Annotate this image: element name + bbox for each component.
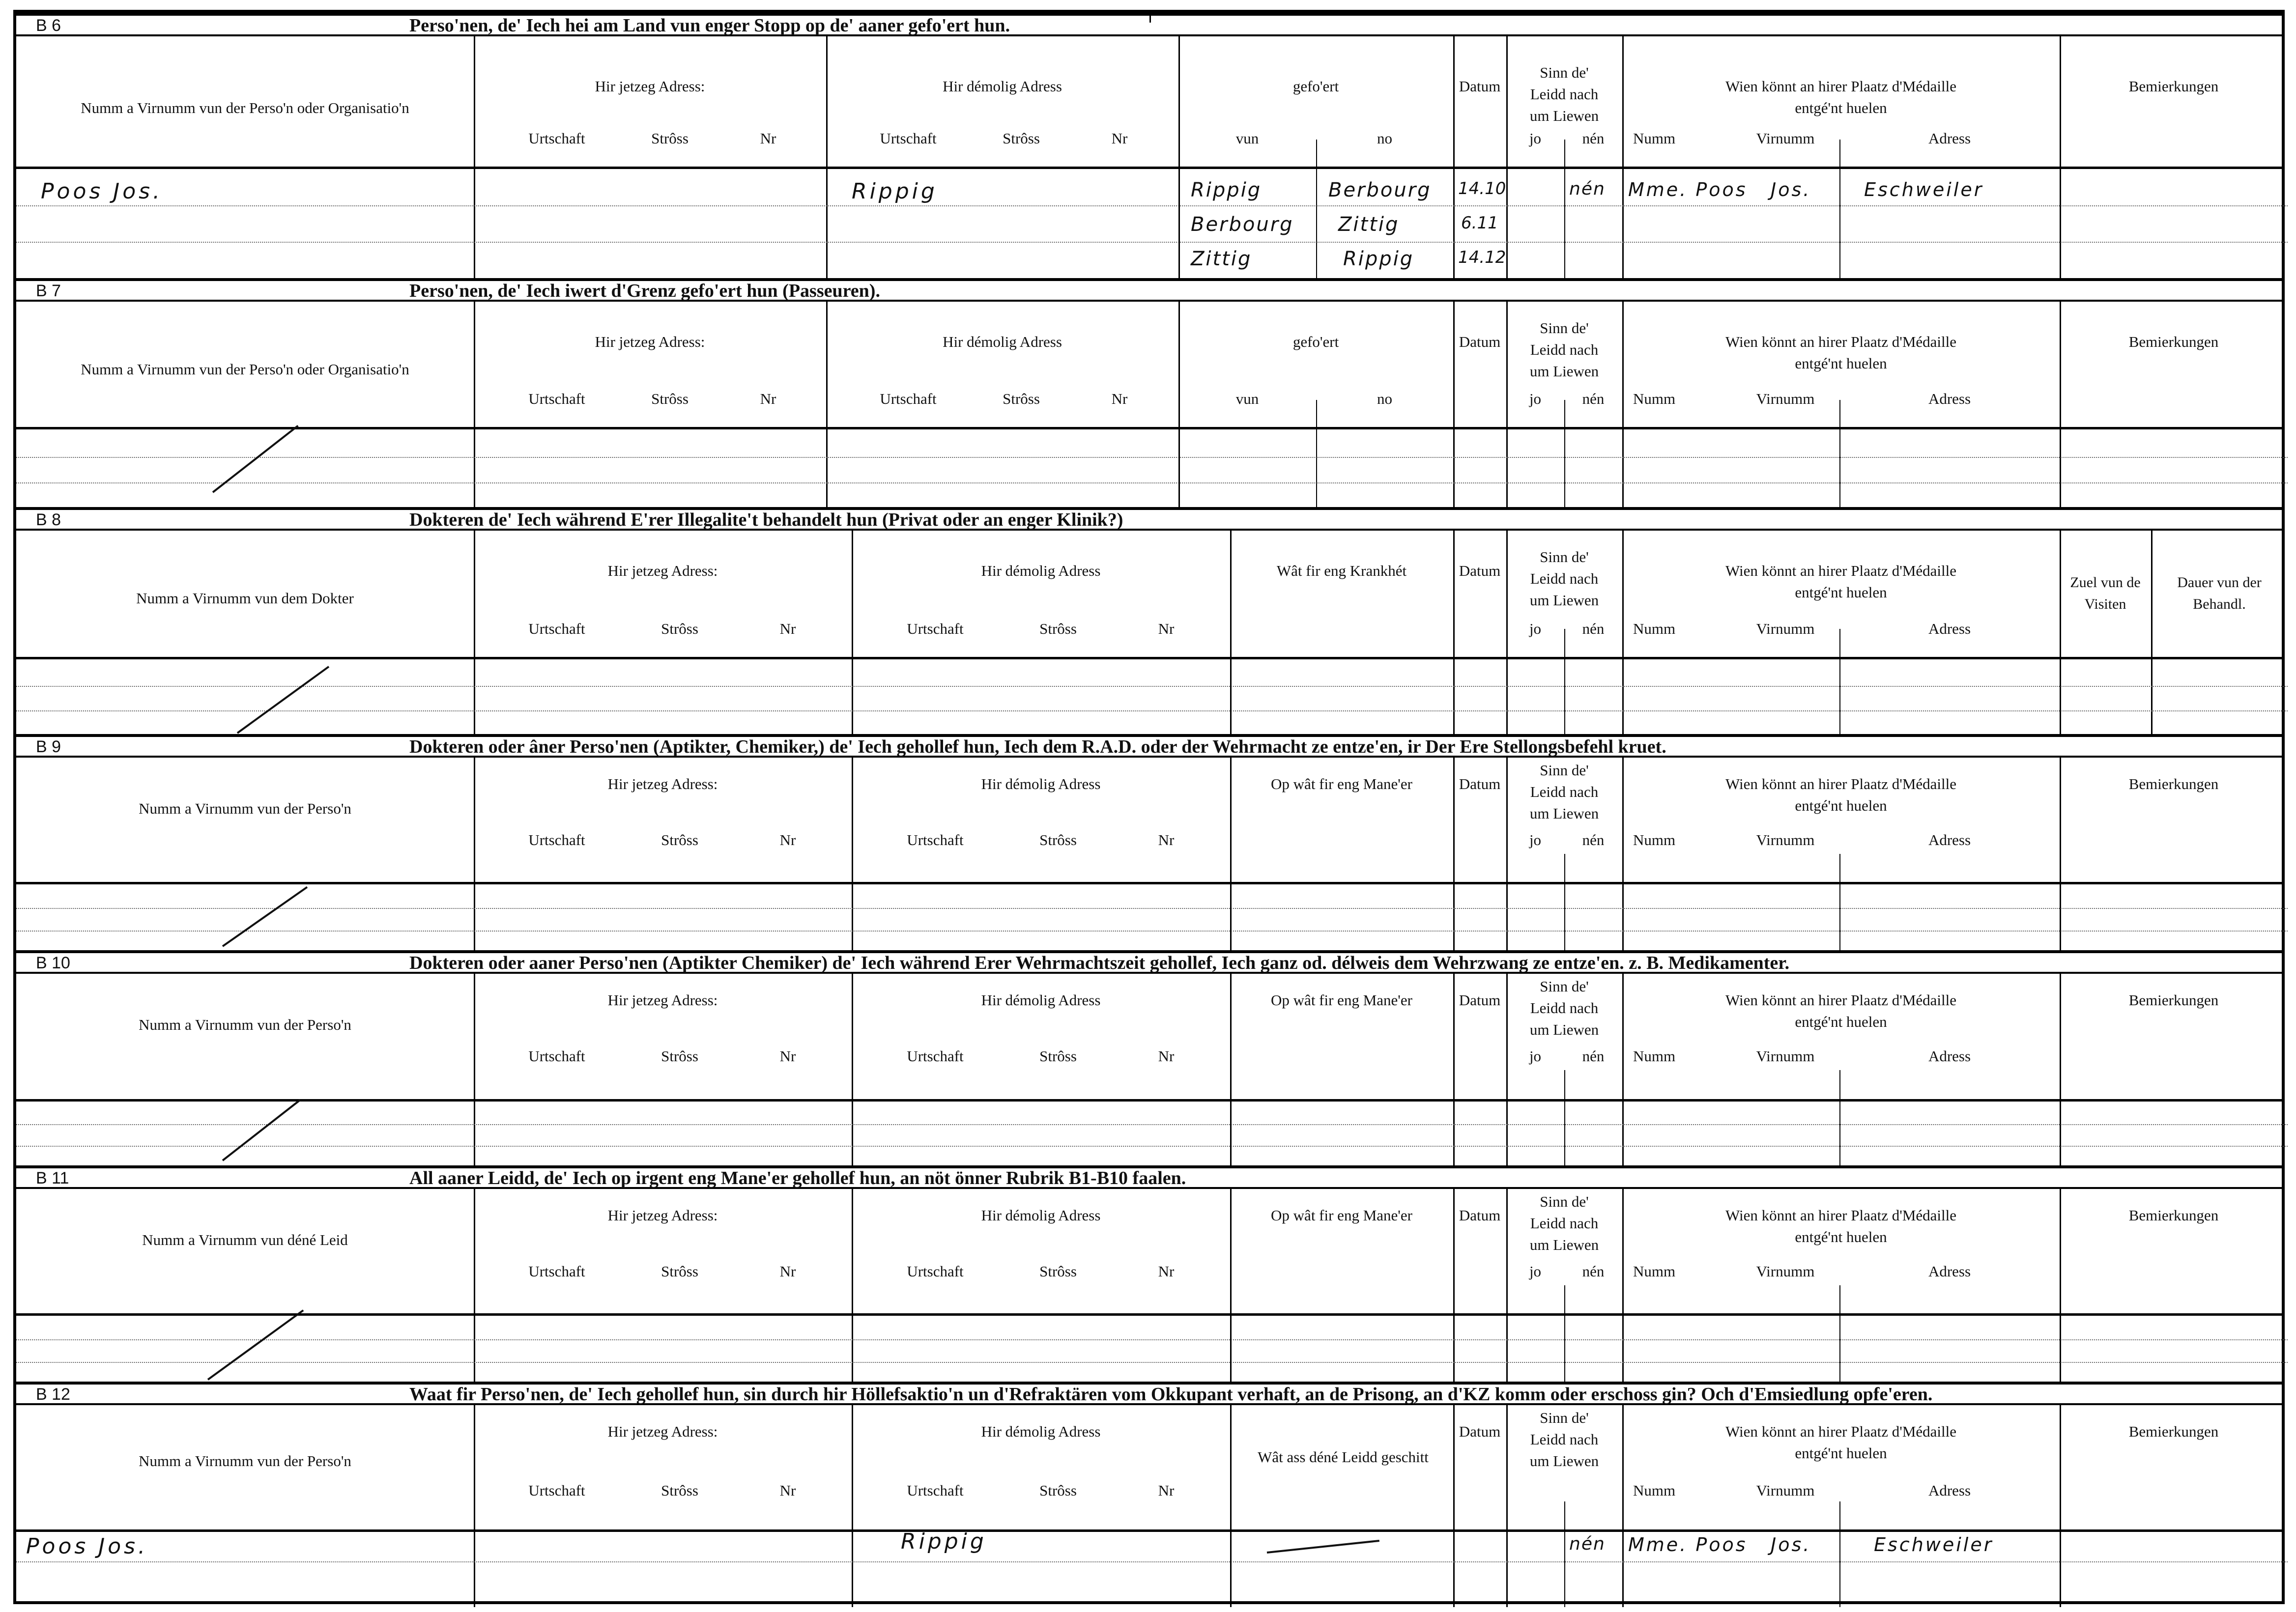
section-heading [16,734,2282,758]
handwritten-date-2: 6.11 [1461,213,1498,233]
section-heading [16,278,2282,302]
header-sinn-1: Sinn de' [1540,978,1589,995]
entry-rows [16,884,2282,950]
handwritten-former-place: Rippig [852,179,938,204]
header-stross: Strôss [661,1047,698,1065]
header-sinn-3: um Liewen [1529,592,1599,609]
header-sinn-3: um Liewen [1529,1236,1599,1253]
handwritten-name: Poos Jos. [41,179,163,204]
entry-rows [16,1102,2282,1165]
section-b6 [16,13,2282,278]
entry-rows [16,1529,2282,1607]
header-former-address: Hir démolig Adress [981,991,1101,1009]
header-jo: jo [1529,130,1542,147]
header-urtschaft: Urtschaft [528,390,585,407]
entry-rows [16,1316,2282,1382]
header-datum: Datum [1459,78,1501,95]
header-sinn-3: um Liewen [1529,363,1599,380]
column-headers [16,302,2282,429]
header-stross: Strôss [1039,1047,1077,1065]
header-manner: Op wât fir eng Mane'er [1271,1207,1412,1224]
header-numm: Numm [1633,620,1676,637]
section-title: Perso'nen, de' Iech hei am Land vun enger Stopp op de' aaner gefo'ert hun. [409,15,1010,36]
header-name: Numm a Virnumm vun déné Leid [142,1231,348,1248]
header-urtschaft: Urtschaft [907,1263,964,1280]
handwritten-from-3: Zittig [1191,248,1252,270]
section-heading [16,1382,2282,1405]
header-datum: Datum [1459,1423,1501,1440]
header-nr: Nr [1158,620,1175,637]
header-urtschaft: Urtschaft [528,1482,585,1499]
header-nen: nén [1582,390,1605,407]
column-headers [16,1189,2282,1316]
header-adress: Adress [1928,620,1971,637]
header-visits: Zuel vun de Visiten [2070,574,2141,612]
header-virnumm: Virnumm [1756,390,1815,407]
section-heading [16,950,2282,974]
handwritten-date-1: 14.10 [1458,179,1506,198]
header-current-address: Hir jetzeg Adress: [607,1423,718,1440]
header-former-address: Hir démolig Adress [981,1207,1101,1224]
header-numm: Numm [1633,1263,1676,1280]
header-stross: Strôss [651,390,689,407]
header-stross: Strôss [661,1263,698,1280]
header-numm: Numm [1633,1482,1676,1499]
header-sinn-1: Sinn de' [1540,1409,1589,1426]
header-to: no [1377,130,1392,147]
header-medal-1: Wien könnt an hirer Plaatz d'Médaille [1725,775,1957,792]
header-nen: nén [1582,620,1605,637]
header-nr: Nr [1158,831,1175,848]
strike-mark [207,1309,304,1380]
header-remarks: Bemierkungen [2128,333,2219,350]
entry-rows [16,169,2282,278]
header-virnumm: Virnumm [1756,1263,1815,1280]
header-adress: Adress [1928,130,1971,147]
header-numm: Numm [1633,130,1676,147]
header-sinn-1: Sinn de' [1540,548,1589,566]
header-current-address: Hir jetzeg Adress: [607,991,718,1009]
header-medal-2: entgé'nt huelen [1795,355,1887,372]
header-sinn-1: Sinn de' [1540,319,1589,337]
handwritten-nen: nén [1569,1534,1606,1554]
section-code: B 12 [36,1385,70,1404]
section-code: B 9 [36,737,61,756]
header-stross: Strôss [1039,620,1077,637]
section-code: B 8 [36,510,61,529]
header-stross: Strôss [1039,1482,1077,1499]
header-to: no [1377,390,1392,407]
header-urtschaft: Urtschaft [907,620,964,637]
handwritten-to-2: Zittig [1338,213,1400,236]
header-remarks: Bemierkungen [2128,775,2219,792]
header-virnumm: Virnumm [1756,130,1815,147]
header-sinn-2: Leidd nach [1530,1431,1599,1448]
handwritten-to-1: Berbourg [1328,179,1432,201]
header-name: Numm a Virnumm vun der Perso'n oder Organisatio'n [81,99,409,116]
header-urtschaft: Urtschaft [528,620,585,637]
section-b8 [16,507,2282,734]
header-stross: Strôss [651,130,689,147]
header-datum: Datum [1459,333,1501,350]
header-urtschaft: Urtschaft [880,390,937,407]
header-manner: Op wât fir eng Mane'er [1271,775,1412,792]
header-medal-1: Wien könnt an hirer Plaatz d'Médaille [1725,562,1957,579]
header-manner: Op wât fir eng Mane'er [1271,991,1412,1009]
section-code: B 10 [36,954,70,972]
handwritten-name: Poos Jos. [26,1534,148,1559]
header-stross: Strôss [1039,1263,1077,1280]
column-headers [16,758,2282,884]
header-former-address: Hir démolig Adress [981,562,1101,579]
header-sinn-1: Sinn de' [1540,762,1589,779]
handwritten-medal-first: Jos. [1771,179,1811,200]
header-nr: Nr [1158,1263,1175,1280]
header-stross: Strôss [661,1482,698,1499]
section-title: Perso'nen, de' Iech iwert d'Grenz gefo'ert hun (Passeuren). [409,281,880,301]
header-remarks: Bemierkungen [2128,991,2219,1009]
column-headers [16,36,2282,169]
header-from: vun [1235,390,1259,407]
header-nr: Nr [1111,390,1128,407]
header-nr: Nr [1158,1047,1175,1065]
header-sinn-2: Leidd nach [1530,999,1599,1017]
header-jo: jo [1529,831,1542,848]
header-transported: gefo'ert [1292,333,1339,350]
strike-mark [222,1099,301,1161]
header-nr: Nr [1158,1482,1175,1499]
header-nr: Nr [779,1482,796,1499]
header-numm: Numm [1633,390,1676,407]
section-b10 [16,950,2282,1165]
header-jo: jo [1529,1047,1542,1065]
section-b7 [16,278,2282,507]
handwritten-to-3: Rippig [1343,248,1414,270]
header-name: Numm a Virnumm vun der Perso'n [139,1452,351,1470]
header-illness: Wât fir eng Krankhét [1276,562,1407,579]
header-nr: Nr [760,130,776,147]
header-adress: Adress [1928,831,1971,848]
header-sinn-2: Leidd nach [1530,783,1599,800]
header-remarks: Bemierkungen [2128,1207,2219,1224]
header-name: Numm a Virnumm vun der Perso'n [139,1016,351,1033]
header-medal-2: entgé'nt huelen [1795,1013,1887,1030]
header-datum: Datum [1459,991,1501,1009]
handwritten-medal-address: Eschweiler [1874,1534,1994,1555]
header-medal-1: Wien könnt an hirer Plaatz d'Médaille [1725,333,1957,350]
dash-mark [1267,1540,1379,1554]
strike-mark [222,886,308,947]
handwritten-medal-first: Jos. [1771,1534,1811,1555]
handwritten-date-3: 14.12 [1458,248,1506,267]
header-jo: jo [1529,390,1542,407]
header-datum: Datum [1459,775,1501,792]
column-headers [16,974,2282,1102]
header-sinn-2: Leidd nach [1530,1215,1599,1232]
header-numm: Numm [1633,1047,1676,1065]
handwritten-medal-name: Mme. Poos [1628,1534,1748,1555]
entry-rows [16,429,2282,507]
handwritten-from-1: Rippig [1191,179,1262,201]
header-jo: jo [1529,1263,1542,1280]
header-medal-1: Wien könnt an hirer Plaatz d'Médaille [1725,1423,1957,1440]
header-nen: nén [1582,130,1605,147]
header-adress: Adress [1928,390,1971,407]
header-sinn-2: Leidd nach [1530,570,1599,587]
header-nen: nén [1582,1047,1605,1065]
header-medal-2: entgé'nt huelen [1795,1444,1887,1462]
section-heading [16,1165,2282,1189]
header-current-address: Hir jetzeg Adress: [595,78,705,95]
section-code: B 7 [36,282,61,300]
handwritten-medal-address: Eschweiler [1864,179,1984,200]
header-sinn-1: Sinn de' [1540,64,1589,81]
header-what-happened: Wât ass déné Leidd geschitt [1258,1448,1429,1466]
header-name: Numm a Virnumm vun dem Dokter [136,590,354,607]
header-sinn-3: um Liewen [1529,1021,1599,1038]
header-adress: Adress [1928,1263,1971,1280]
header-stross: Strôss [661,831,698,848]
header-nen: nén [1582,831,1605,848]
section-b11 [16,1165,2282,1382]
header-current-address: Hir jetzeg Adress: [607,775,718,792]
handwritten-from-2: Berbourg [1191,213,1294,236]
header-current-address: Hir jetzeg Adress: [595,333,705,350]
section-title: Dokteren oder aaner Perso'nen (Aptikter Chemiker) de' Iech während Erer Wehrmachtszeit gehollef, Iech ganz od. délweis dem Wehrzwang ze entze'en. z. B. Medikamenter. [409,953,1790,973]
header-nr: Nr [760,390,776,407]
section-b9 [16,734,2282,950]
header-medal-2: entgé'nt huelen [1795,1228,1887,1245]
column-headers [16,531,2282,659]
header-nen: nén [1582,1263,1605,1280]
header-remarks: Bemierkungen [2128,78,2219,95]
header-urtschaft: Urtschaft [528,130,585,147]
entry-rows [16,659,2282,734]
header-from: vun [1235,130,1259,147]
handwritten-nen: nén [1569,179,1606,199]
column-headers [16,1405,2282,1532]
section-title: All aaner Leidd, de' Iech op irgent eng Mane'er gehollef hun, an nöt önner Rubrik B1-B10 faalen. [409,1168,1186,1188]
header-former-address: Hir démolig Adress [943,333,1062,350]
header-former-address: Hir démolig Adress [981,1423,1101,1440]
handwritten-former-place: Rippig [901,1529,987,1554]
header-datum: Datum [1459,562,1501,579]
header-stross: Strôss [661,620,698,637]
section-title: Waat fir Perso'nen, de' Iech gehollef hun, sin durch hir Höllefsaktio'n un d'Refraktären vom Okkupant verhaft, an de Prisong, an d'KZ komm oder erschoss gin? Och d'Emsiedlung opfe'eren. [409,1384,1933,1405]
header-urtschaft: Urtschaft [528,1047,585,1065]
header-nr: Nr [1111,130,1128,147]
header-former-address: Hir démolig Adress [943,78,1062,95]
handwritten-medal-name: Mme. Poos [1628,179,1748,200]
section-heading [16,13,2282,36]
header-remarks: Bemierkungen [2128,1423,2219,1440]
header-sinn-1: Sinn de' [1540,1193,1589,1210]
section-title: Dokteren de' Iech während E'rer Illegalite't behandelt hun (Privat oder an enger Klinik?) [409,509,1123,530]
section-title: Dokteren oder âner Perso'nen (Aptikter, Chemiker,) de' Iech gehollef hun, Iech dem R.A.D. oder der Wehrmacht ze entze'en, ir Der Ere Stellongsbefehl kruet. [409,736,1666,757]
header-medal-1: Wien könnt an hirer Plaatz d'Médaille [1725,991,1957,1009]
header-stross: Strôss [1003,390,1040,407]
header-medal-1: Wien könnt an hirer Plaatz d'Médaille [1725,78,1957,95]
header-medal-1: Wien könnt an hirer Plaatz d'Médaille [1725,1207,1957,1224]
header-sinn-3: um Liewen [1529,1452,1599,1470]
header-duration: Dauer vun der Behandl. [2177,574,2262,612]
header-urtschaft: Urtschaft [907,831,964,848]
section-heading [16,507,2282,531]
header-adress: Adress [1928,1482,1971,1499]
header-nr: Nr [779,1047,796,1065]
section-b12 [16,1382,2282,1607]
header-sinn-2: Leidd nach [1530,341,1599,358]
header-sinn-2: Leidd nach [1530,85,1599,103]
header-virnumm: Virnumm [1756,1047,1815,1065]
header-medal-2: entgé'nt huelen [1795,99,1887,116]
header-transported: gefo'ert [1292,78,1339,95]
header-virnumm: Virnumm [1756,831,1815,848]
header-numm: Numm [1633,831,1676,848]
header-urtschaft: Urtschaft [907,1482,964,1499]
header-nr: Nr [779,831,796,848]
header-virnumm: Virnumm [1756,1482,1815,1499]
strike-mark [237,666,329,734]
header-datum: Datum [1459,1207,1501,1224]
form-page [13,10,2285,1604]
header-stross: Strôss [1003,130,1040,147]
header-urtschaft: Urtschaft [907,1047,964,1065]
section-code: B 6 [36,16,61,35]
header-urtschaft: Urtschaft [880,130,937,147]
header-former-address: Hir démolig Adress [981,775,1101,792]
header-medal-2: entgé'nt huelen [1795,584,1887,601]
header-urtschaft: Urtschaft [528,831,585,848]
header-current-address: Hir jetzeg Adress: [607,562,718,579]
header-nr: Nr [779,1263,796,1280]
header-stross: Strôss [1039,831,1077,848]
header-name: Numm a Virnumm vun der Perso'n oder Organisatio'n [81,361,409,378]
header-sinn-3: um Liewen [1529,107,1599,124]
header-medal-2: entgé'nt huelen [1795,797,1887,814]
header-urtschaft: Urtschaft [528,1263,585,1280]
header-sinn-3: um Liewen [1529,805,1599,822]
section-code: B 11 [36,1169,69,1188]
header-name: Numm a Virnumm vun der Perso'n [139,800,351,817]
header-adress: Adress [1928,1047,1971,1065]
header-nr: Nr [779,620,796,637]
header-jo: jo [1529,620,1542,637]
header-current-address: Hir jetzeg Adress: [607,1207,718,1224]
header-virnumm: Virnumm [1756,620,1815,637]
